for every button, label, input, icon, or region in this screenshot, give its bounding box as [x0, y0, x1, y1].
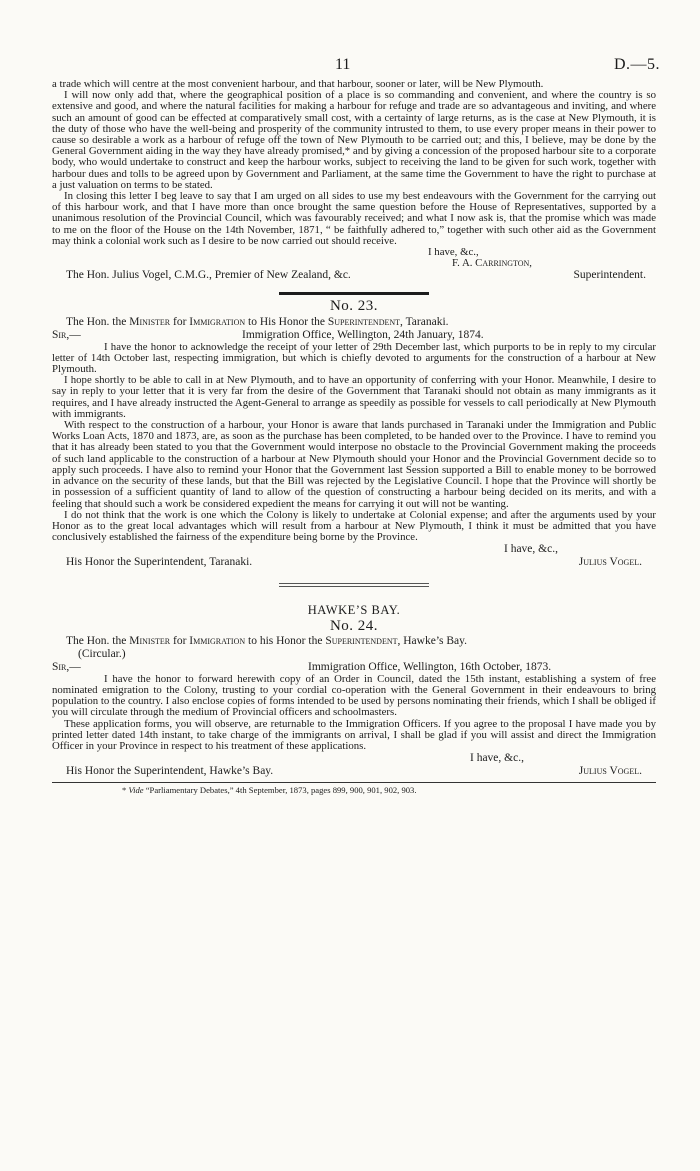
closing: I have, &c., [428, 246, 479, 259]
addressee: His Honor the Superintendent, Taranaki. [66, 556, 253, 569]
signature: Julius Vogel. [578, 765, 642, 778]
salutation: Sir,— [52, 660, 81, 673]
addressee: The Hon. Julius Vogel, C.M.G., Premier of New Zealand, &c. [66, 269, 351, 282]
closing: I have, &c., [504, 543, 558, 556]
section-divider [279, 292, 429, 295]
letter-route: The Hon. the Minister for Immigration to his Honor the Superintendent, Hawke’s Bay. [66, 634, 468, 647]
paragraph: I have the honor to forward herewith copy of an Order in Council, dated the 15th instant, establishing a system of free nominated emigration to the Colony, trusting to your cordial co-operation with the General Government in their endeavours to bring population to the country. I also enclose copies of forms intended to be used by persons nominating their friends, which I shall be obliged if you will circulate through the medium of Provincial officers and schoolmasters. [52, 672, 656, 719]
letter-number: No. 23. [329, 298, 379, 315]
paragraph: a trade which will centre at the most convenient harbour, and that harbour, sooner or later, will be New Plymouth. [52, 78, 544, 90]
document-reference: D.—5. [613, 56, 660, 73]
paragraph: With respect to the construction of a harbour, your Honor is aware that lands purchased in Taranaki under the Immigration and Public Works Loan Acts, 1870 and 1873, are, as soon as the purchase has been completed, to be handed over to the Province. I have to remind you that it has already been stated to you that the Government would interpose no obstacle to the Provincial Government making the proceeds of such land applicable to the construction of a harbour at New Plymouth should your Honor and the Provincial Government decide so to apply such proceeds. I have also to remind your Honor that the Government last Session supported a Bill to enable money to be borrowed in advance on the security of these lands, but that the Bill was rejected by the Legislative Council. I hope that the Province will shortly be in possession of a sufficient quantity of land to allow of the question of constructing a harbour being decided on its merits, and with a feeling that should such a work be considered expedient the means for carrying it out will not be wanting. [52, 419, 656, 510]
paragraph: I have the honor to acknowledge the receipt of your letter of 29th December last, which purports to be in reply to my circular letter of 14th October last, respecting immigration, but which is chiefly devoted to arguments for the construction of a harbour at New Plymouth. [52, 340, 656, 376]
section-divider [279, 583, 429, 587]
closing: I have, &c., [470, 752, 524, 765]
dateline: Immigration Office, Wellington, 16th October, 1873. [308, 660, 552, 673]
section-heading: HAWKE’S BAY. [307, 603, 401, 618]
dateline: Immigration Office, Wellington, 24th January, 1874. [242, 328, 484, 341]
footnote-marker: * [122, 785, 127, 796]
paragraph: I will now only add that, where the geographical position of a place is so commanding and convenient, and where the country is so extensive and good, and where the natural facilities for making a harbour for refuge and trade are so advantageous and inviting, and where such an amount of good can be effected at comparatively small cost, with a certainty of large returns, as is the case at New Plymouth, it is the duty of those who have the well-being and prosperity of the community intrusted to them, to use every proper means in their power to cause so desirable a work as a harbour of refuge off the town of New Plymouth to be carried out; and this, I believe, may be done by the General Government aiding in the way they have already promised,* and by giving a concession of the proposed harbour site to a corporate body, who would undertake to construct and keep the harbour works, subject to receiving the land to be given for such work, together with harbour dues and tolls to be agreed upon by Government and Parliament, at the same time the Government to have the right to purchase at a just valuation on terms to be stated. [52, 89, 656, 191]
paragraph: In closing this letter I beg leave to say that I am urged on all sides to use my best endeavours with the Government for the carrying out of this harbour work, and that I have more than once brought the same question before the House of Representatives, supported by a unanimous resolution of the Provincial Council, which was favourably received; and what I now ask is, that the promise which was made to me on the floor of the House on the 14th November, 1871, “ be faithfully adhered to,” together with such other aid as the Government may think a colonial work such as I desire to be now carried out should receive. [52, 190, 656, 247]
salutation: Sir,— [52, 328, 81, 341]
page-body [52, 79, 656, 796]
footnote: * Vide “Parliamentary Debates,” 4th September, 1873, pages 899, 900, 901, 902, 903. [122, 785, 417, 796]
signatory-title: Superintendent. [573, 269, 646, 282]
signature: F. A. Carrington, [452, 257, 533, 270]
footnote-rule [52, 782, 656, 783]
paragraph: These application forms, you will observe, are returnable to the Immigration Officers. If you agree to the proposal I have made you by printed letter dated 14th instant, to take charge of the immigrants on arrival, I shall be glad if you will assist and direct the Immigration Officer in your Province in respect to his treatment of these applications. [52, 717, 656, 752]
page-number: 11 [335, 56, 351, 73]
letter-route: The Hon. the Minister for Immigration to His Honor the Superintendent, Taranaki. [66, 315, 449, 328]
paragraph: I do not think that the work is one which the Colony is likely to undertake at Colonial expense; and after the arguments used by your Honor as to the great local advantages which will result from a harbour at New Plymouth, I think it must be admitted that you have conclusively established the fairness of the expenditure being borne by the Province. [52, 508, 656, 544]
signature: Julius Vogel. [578, 556, 642, 569]
paragraph: I hope shortly to be able to call in at New Plymouth, and to have an opportunity of conferring with your Honor. Meanwhile, I desire to say in reply to your letter that it is very far from the desire of the Government that Taranaki should not obtain as many immigrants as it requires, and I have already instructed the Agent-General to arrange as speedily as possible for vessels to call periodically at New Plymouth with immigrants. [52, 374, 656, 420]
letter-number: No. 24. [329, 617, 379, 634]
circular-note: (Circular.) [78, 647, 126, 660]
addressee: His Honor the Superintendent, Hawke’s Bay. [66, 765, 274, 778]
